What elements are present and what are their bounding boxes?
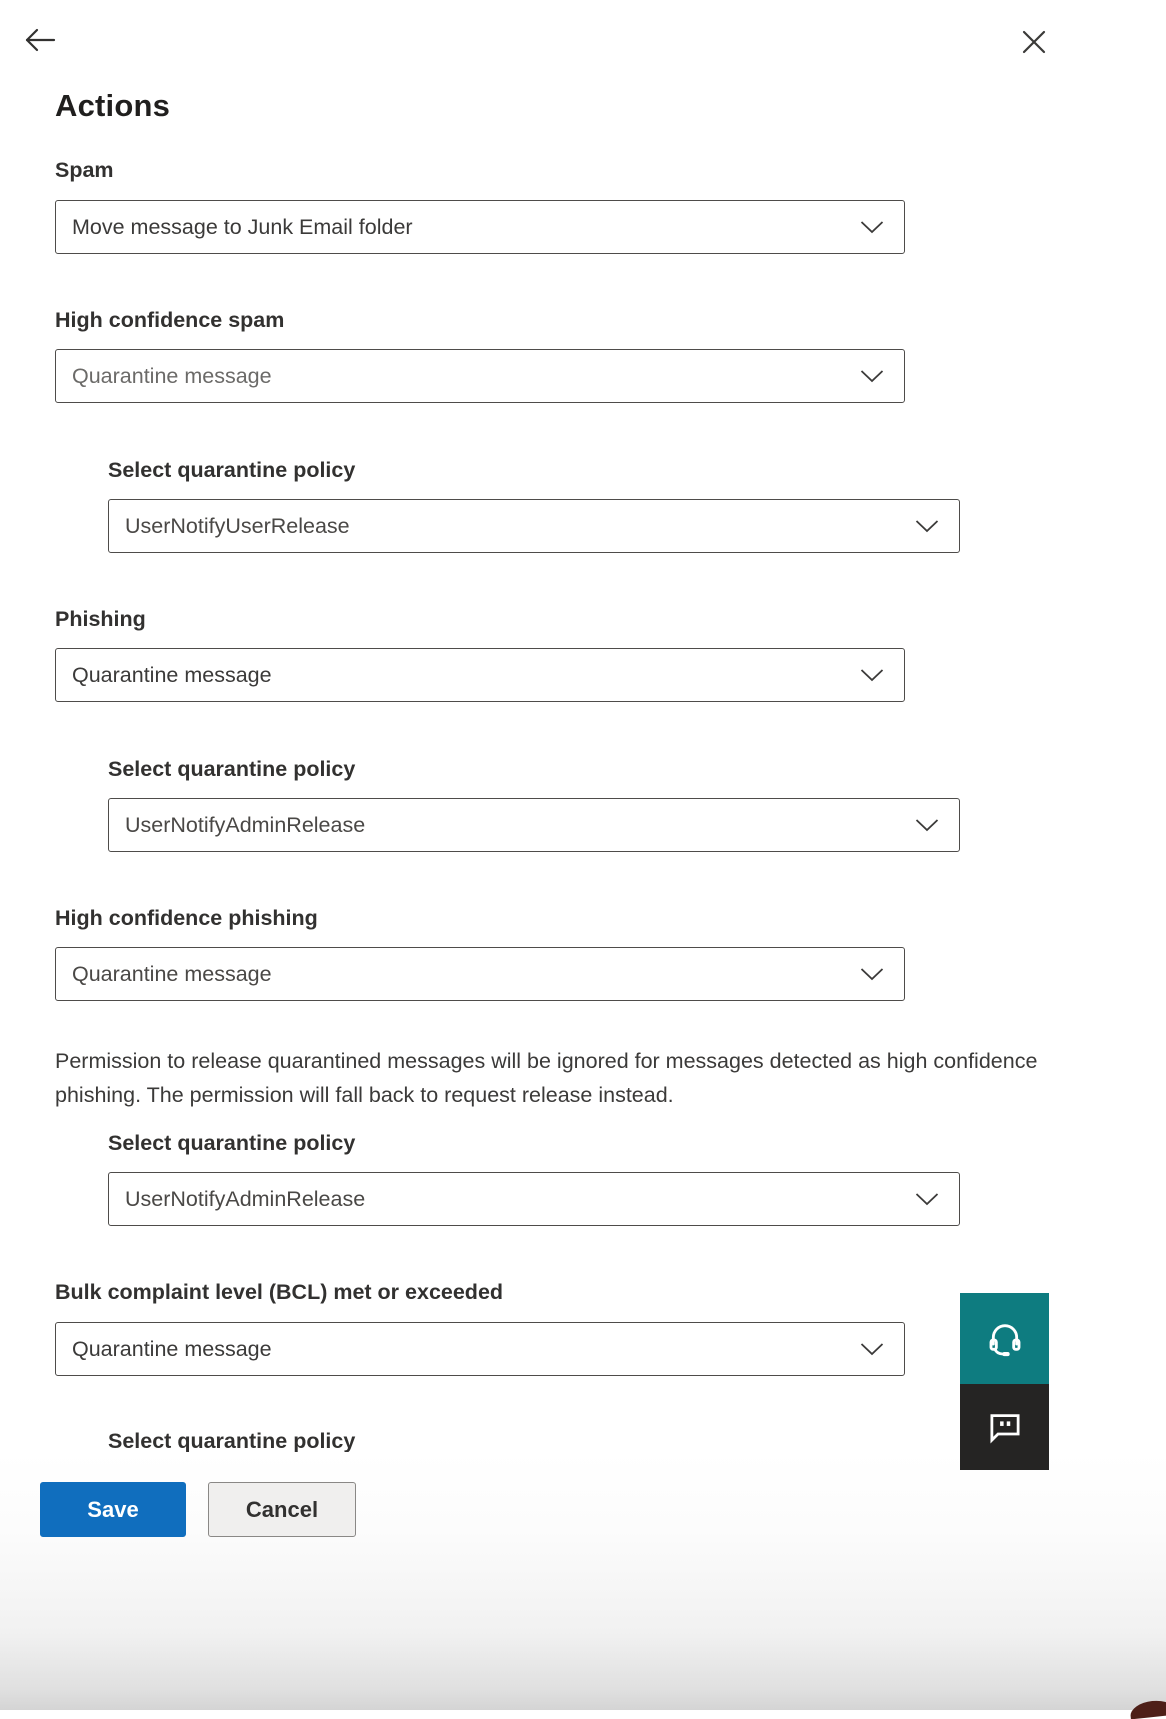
spam-combobox[interactable] — [55, 200, 905, 254]
spam-label: Spam — [55, 158, 114, 182]
phishing-quarantine-policy-label: Select quarantine policy — [108, 757, 356, 781]
phishing-quarantine-policy-value: UserNotifyAdminRelease — [125, 812, 366, 837]
bcl-label: Bulk complaint level (BCL) met or exceeded — [55, 1280, 504, 1304]
high-confidence-phishing-value: Quarantine message — [72, 961, 272, 986]
bcl-combobox[interactable] — [55, 1322, 905, 1376]
spam-combobox-value: Move message to Junk Email folder — [72, 214, 413, 239]
support-button[interactable] — [960, 1293, 1049, 1384]
chevron-down-icon — [915, 520, 939, 533]
cancel-button[interactable]: Cancel — [208, 1482, 356, 1537]
chevron-down-icon — [860, 221, 884, 234]
high-confidence-spam-label: High confidence spam — [55, 308, 285, 332]
corner-decoration — [1129, 1699, 1166, 1719]
high-confidence-spam-combobox[interactable] — [55, 349, 905, 403]
hcp-quarantine-policy-value: UserNotifyAdminRelease — [125, 1186, 366, 1211]
bcl-combobox-value: Quarantine message — [72, 1336, 272, 1361]
chevron-down-icon — [860, 669, 884, 682]
hcs-quarantine-policy-label: Select quarantine policy — [108, 458, 356, 482]
chat-bubble-icon — [984, 1406, 1026, 1448]
hcs-quarantine-policy-combobox[interactable] — [108, 499, 960, 553]
high-confidence-spam-combobox-value: Quarantine message — [72, 363, 272, 388]
high-confidence-phishing-combobox[interactable] — [55, 947, 905, 1001]
hcs-quarantine-policy-value: UserNotifyUserRelease — [125, 513, 350, 538]
hcp-quarantine-policy-label: Select quarantine policy — [108, 1131, 356, 1155]
phishing-combobox[interactable] — [55, 648, 905, 702]
phishing-quarantine-policy-combobox[interactable] — [108, 798, 960, 852]
page-title: Actions — [55, 88, 171, 123]
chevron-down-icon — [915, 1193, 939, 1206]
bcl-quarantine-policy-label: Select quarantine policy — [108, 1429, 356, 1452]
chevron-down-icon — [860, 968, 884, 981]
hcp-permission-note: Permission to release quarantined messages will be ignored for messages detected as high confidence phishing. The permission will fall back to request release instead. — [55, 1049, 1038, 1107]
high-confidence-phishing-label: High confidence phishing — [55, 906, 318, 930]
chevron-down-icon — [860, 1343, 884, 1356]
phishing-label: Phishing — [55, 607, 146, 631]
phishing-combobox-value: Quarantine message — [72, 662, 272, 687]
hcp-quarantine-policy-combobox[interactable] — [108, 1172, 960, 1226]
chevron-down-icon — [860, 370, 884, 383]
headset-icon — [985, 1319, 1025, 1359]
feedback-button[interactable] — [960, 1384, 1049, 1470]
footer-bar — [0, 1452, 1166, 1710]
save-button[interactable]: Save — [40, 1482, 186, 1537]
chevron-down-icon — [915, 819, 939, 832]
